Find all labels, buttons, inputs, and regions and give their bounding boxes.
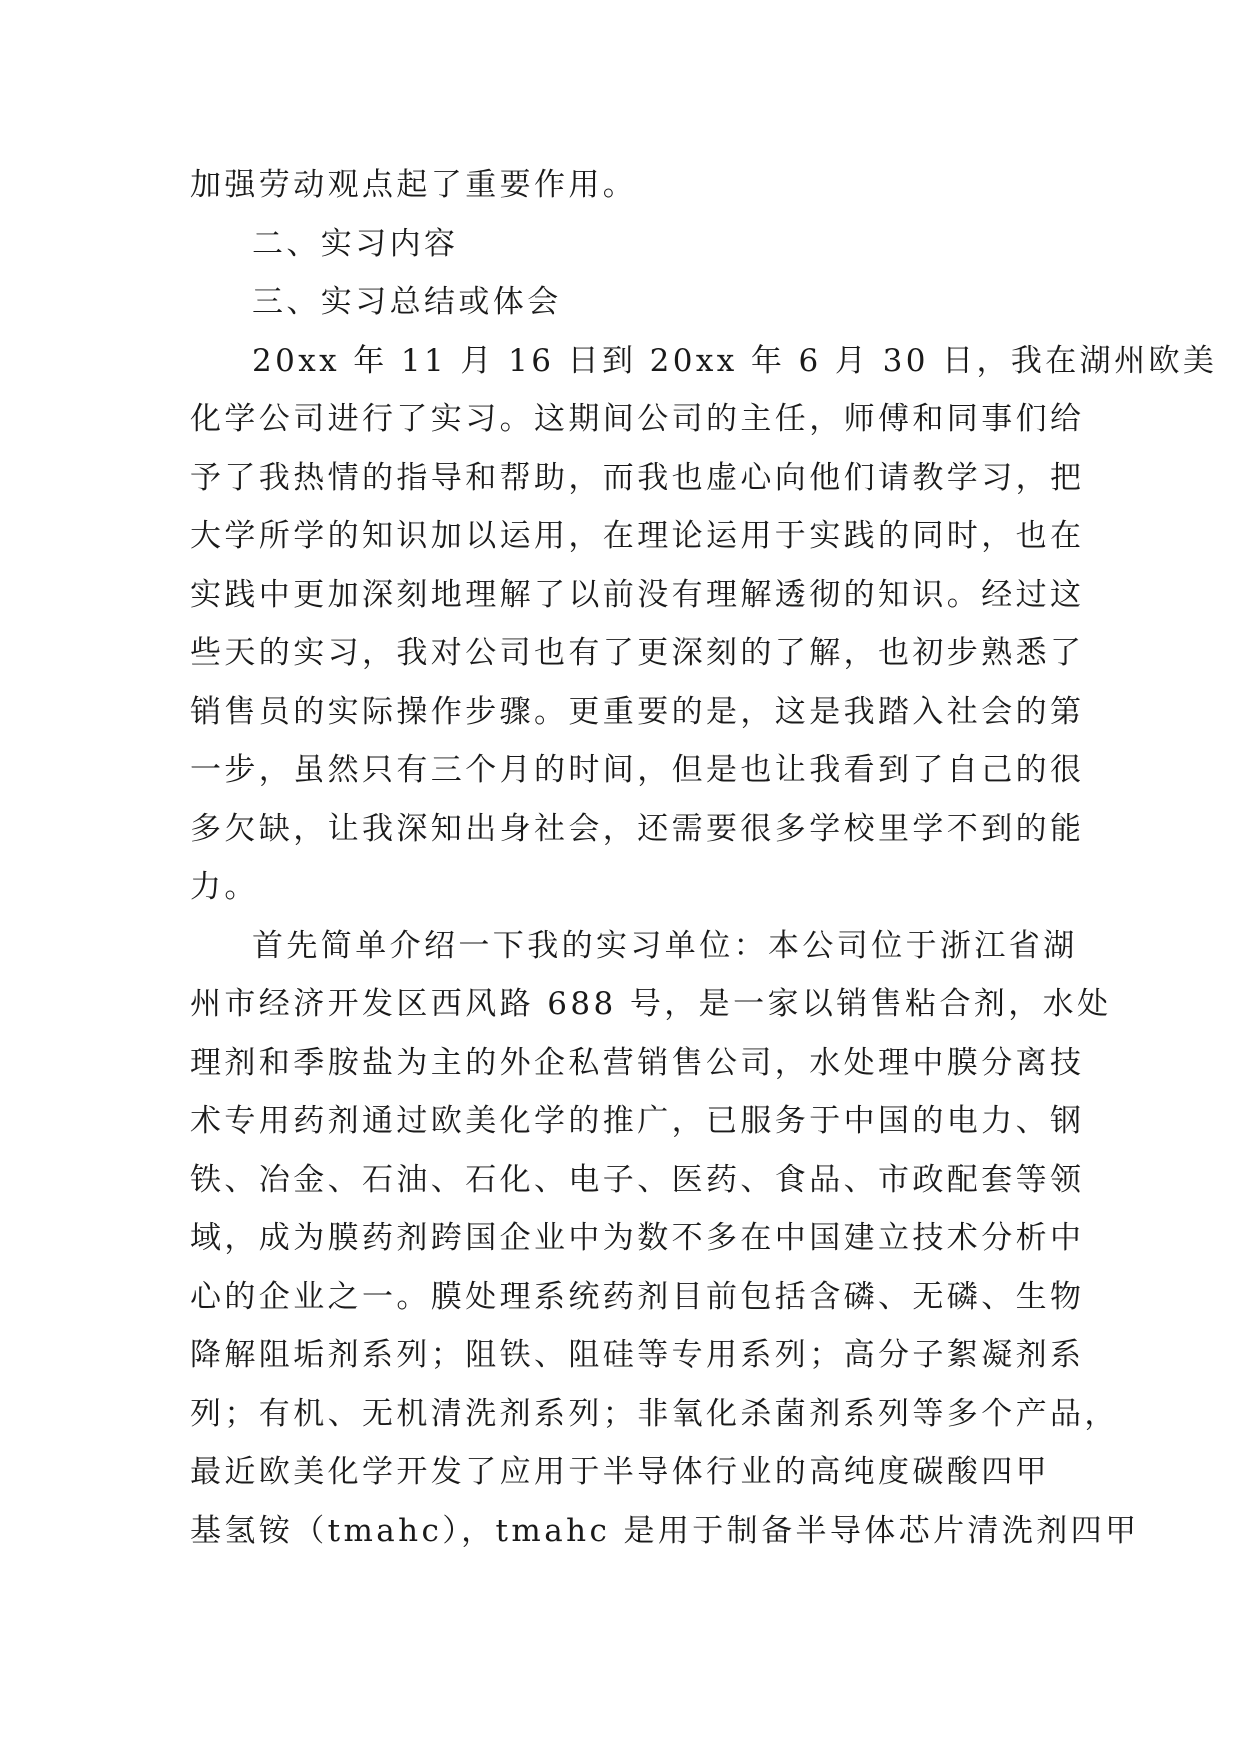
text-line: 化学公司进行了实习。这期间公司的主任，师傅和同事们给 <box>190 401 1085 437</box>
text-line: 理剂和季胺盐为主的外企私营销售公司，水处理中膜分离技 <box>190 1044 1085 1081</box>
document-page <box>190 0 1218 1754</box>
text-line: 铁、冶金、石油、石化、电子、医药、食品、市政配套等领 <box>190 1161 1085 1198</box>
text-line: 加强劳动观点起了重要作用。 <box>190 167 638 203</box>
text-line: 多欠缺，让我深知出身社会，还需要很多学校里学不到的能 <box>190 810 1085 847</box>
text-line: 术专用药剂通过欧美化学的推广，已服务于中国的电力、钢 <box>190 1103 1085 1139</box>
section-heading-summary: 三、实习总结或体会 <box>252 284 562 320</box>
section-heading-content: 二、实习内容 <box>252 225 459 262</box>
text-line: 予了我热情的指导和帮助，而我也虚心向他们请教学习，把 <box>190 459 1085 496</box>
body-text <box>190 156 1218 1560</box>
text-line: 州市经济开发区西风路 688 号，是一家以销售粘合剂，水处 <box>190 986 1112 1022</box>
text-line: 最近欧美化学开发了应用于半导体行业的高纯度碳酸四甲 <box>190 1454 1050 1490</box>
text-line: 大学所学的知识加以运用，在理论运用于实践的同时，也在 <box>190 518 1085 554</box>
text-line: 实践中更加深刻地理解了以前没有理解透彻的知识。经过这 <box>190 576 1085 613</box>
text-line: 降解阻垢剂系列；阻铁、阻硅等专用系列；高分子絮凝剂系 <box>190 1337 1085 1373</box>
text-line: 销售员的实际操作步骤。更重要的是，这是我踏入社会的第 <box>190 693 1085 730</box>
text-line: 域，成为膜药剂跨国企业中为数不多在中国建立技术分析中 <box>190 1220 1085 1256</box>
text-line: 20xx 年 11 月 16 日到 20xx 年 6 月 30 日，我在湖州欧美 <box>252 342 1218 379</box>
text-line: 列；有机、无机清洗剂系列；非氧化杀菌剂系列等多个产品， <box>190 1395 1119 1432</box>
text-line: 些天的实习，我对公司也有了更深刻的了解，也初步熟悉了 <box>190 635 1085 671</box>
text-line: 基氢铵（tmahc），tmahc 是用于制备半导体芯片清洗剂四甲 <box>190 1512 1140 1549</box>
text-line: 心的企业之一。膜处理系统药剂目前包括含磷、无磷、生物 <box>190 1278 1085 1315</box>
text-line: 首先简单介绍一下我的实习单位：本公司位于浙江省湖 <box>252 927 1078 964</box>
text-line: 一步，虽然只有三个月的时间，但是也让我看到了自己的很 <box>190 752 1085 788</box>
text-line: 力。 <box>190 869 259 905</box>
